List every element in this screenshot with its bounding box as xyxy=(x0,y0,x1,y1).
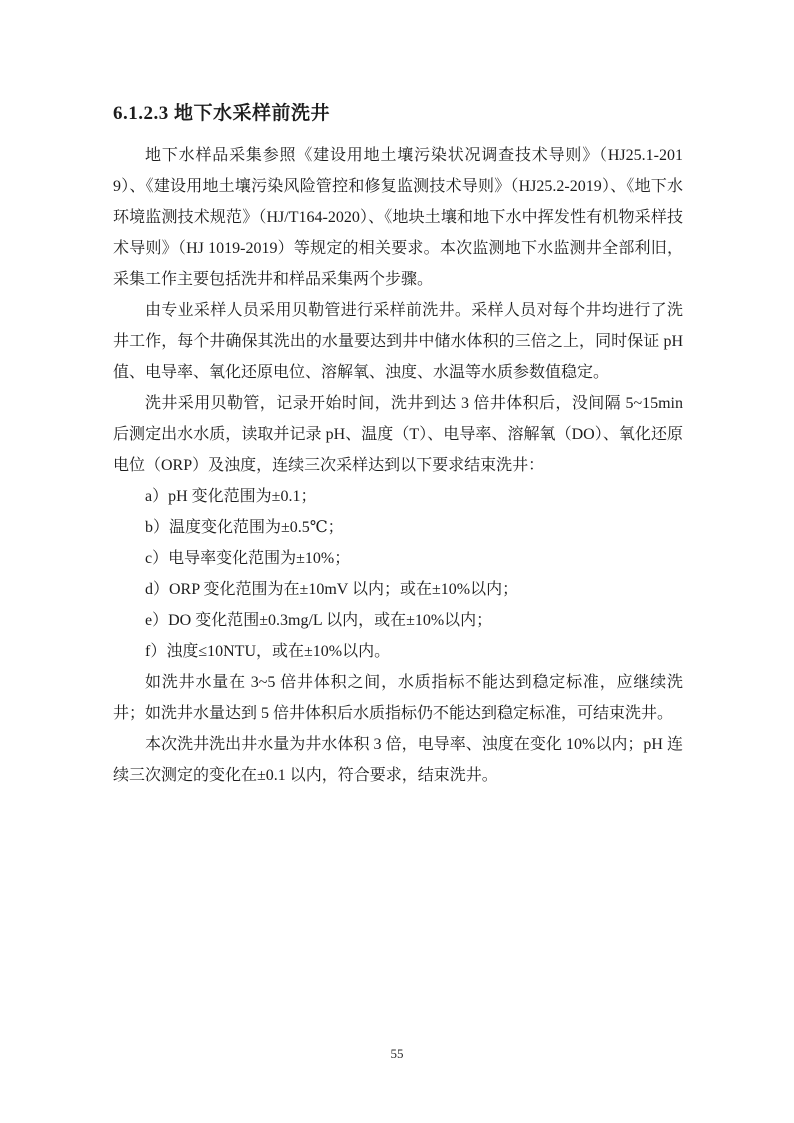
document-content xyxy=(113,100,683,791)
paragraph-sampling-standards: 地下水样品采集参照《建设用地土壤污染状况调查技术导则》（HJ25.1-2019）、《建设用地土壤污染风险管控和修复监测技术导则》（HJ25.2-2019）、《地下水环境监测技术规范》（HJ/T164-2020）、《地块土壤和地下水中挥发性有机物采样技术导则》（HJ 1019-2019）等规定的相关要求。本次监测地下水监测井全部利旧，采集工作主要包括洗井和样品采集两个步骤。 xyxy=(113,147,683,288)
list-item-orp: d）ORP 变化范围为在±10mV 以内；或在±10%以内； xyxy=(145,581,519,598)
list-item-temperature: b）温度变化范围为±0.5℃； xyxy=(145,519,344,536)
list-item-do: e）DO 变化范围±0.3mg/L 以内，或在±10%以内； xyxy=(145,612,493,629)
paragraph-bailer-washing: 由专业采样人员采用贝勒管进行采样前洗井。采样人员对每个井均进行了洗井工作，每个井确保其洗出的水量要达到井中储水体积的三倍之上，同时保证 pH 值、电导率、氧化还原电位、溶解氧、浊度、水温等水质参数值稳定。 xyxy=(113,302,683,381)
list-item-turbidity: f）浊度≤10NTU，或在±10%以内。 xyxy=(145,643,391,660)
list-item-conductivity: c）电导率变化范围为±10%； xyxy=(145,550,351,567)
page-number: 55 xyxy=(390,1046,404,1061)
paragraph-washing-procedure: 洗井采用贝勒管，记录开始时间，洗井到达 3 倍井体积后，没间隔 5~15min 后测定出水水质，读取并记录 pH、温度（T）、电导率、溶解氧（DO）、氧化还原电位（ORP）及浊度，连续三次采样达到以下要求结束洗井： xyxy=(113,395,683,474)
paragraph-stability-criteria: 如洗井水量在 3~5 倍井体积之间，水质指标不能达到稳定标准，应继续洗井；如洗井水量达到 5 倍井体积后水质指标仍不能达到稳定标准，可结束洗井。 xyxy=(113,674,683,722)
list-item-ph: a）pH 变化范围为±0.1； xyxy=(145,488,317,505)
paragraph-result-summary: 本次洗井洗出井水量为井水体积 3 倍，电导率、浊度在变化 10%以内；pH 连续三次测定的变化在±0.1 以内，符合要求，结束洗井。 xyxy=(113,736,683,784)
section-heading: 6.1.2.3 地下水采样前洗井 xyxy=(113,103,331,124)
